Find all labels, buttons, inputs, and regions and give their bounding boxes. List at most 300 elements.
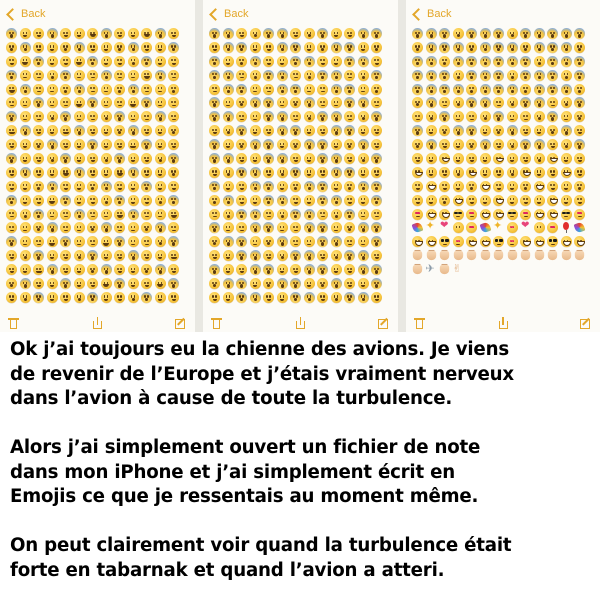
emoji-face-icon bbox=[317, 125, 328, 136]
emoji-face-icon bbox=[250, 181, 261, 192]
emoji-face-icon bbox=[277, 250, 288, 261]
emoji-face-icon bbox=[87, 167, 98, 178]
emoji-face-icon bbox=[277, 195, 288, 206]
emoji-face-icon bbox=[412, 42, 423, 53]
thumbs-up-icon bbox=[467, 251, 476, 260]
emoji-face-icon bbox=[358, 236, 369, 247]
emoji-face-icon bbox=[412, 84, 423, 95]
emoji-face-icon bbox=[74, 28, 85, 39]
emoji-face-icon bbox=[60, 153, 71, 164]
emoji-face-icon bbox=[60, 236, 71, 247]
emoji-face-icon bbox=[47, 195, 58, 206]
emoji-face-icon bbox=[277, 292, 288, 303]
emoji-face-icon bbox=[277, 84, 288, 95]
emoji-face-icon bbox=[223, 181, 234, 192]
emoji-face-icon bbox=[60, 278, 71, 289]
emoji-face-icon bbox=[439, 97, 450, 108]
emoji-face-icon bbox=[480, 181, 491, 192]
emoji-face-icon bbox=[547, 153, 558, 164]
emoji-face-icon bbox=[250, 28, 261, 39]
emoji-face-icon bbox=[277, 111, 288, 122]
emoji-face-icon bbox=[344, 70, 355, 81]
trash-icon[interactable] bbox=[414, 317, 426, 329]
emoji-face-icon bbox=[141, 153, 152, 164]
emoji-face-icon bbox=[534, 111, 545, 122]
emoji-face-icon bbox=[344, 278, 355, 289]
emoji-face-icon bbox=[290, 250, 301, 261]
emoji-face-icon bbox=[358, 278, 369, 289]
emoji-face-icon bbox=[223, 42, 234, 53]
emoji-face-icon bbox=[128, 250, 139, 261]
emoji-face-icon bbox=[60, 181, 71, 192]
emoji-face-icon bbox=[493, 195, 504, 206]
emoji-face-icon bbox=[561, 209, 572, 220]
emoji-face-icon bbox=[6, 278, 17, 289]
emoji-face-icon bbox=[155, 278, 166, 289]
emoji-face-icon bbox=[168, 250, 179, 261]
emoji-face-icon bbox=[33, 56, 44, 67]
emoji-face-icon bbox=[358, 139, 369, 150]
emoji-face-icon bbox=[304, 195, 315, 206]
emoji-face-icon bbox=[507, 195, 518, 206]
emoji-face-icon bbox=[520, 236, 531, 247]
emoji-face-icon bbox=[547, 125, 558, 136]
emoji-face-icon bbox=[141, 139, 152, 150]
emoji-face-icon bbox=[466, 70, 477, 81]
emoji-face-icon bbox=[250, 209, 261, 220]
emoji-face-icon bbox=[236, 84, 247, 95]
emoji-face-icon bbox=[236, 97, 247, 108]
emoji-face-icon bbox=[290, 236, 301, 247]
emoji-face-icon bbox=[371, 56, 382, 67]
emoji-face-icon bbox=[263, 56, 274, 67]
emoji-face-icon bbox=[277, 125, 288, 136]
emoji-face-icon bbox=[534, 97, 545, 108]
emoji-face-icon bbox=[439, 111, 450, 122]
emoji-face-icon bbox=[114, 222, 125, 233]
emoji-face-icon bbox=[101, 42, 112, 53]
emoji-face-icon bbox=[277, 97, 288, 108]
emoji-face-icon bbox=[426, 97, 437, 108]
emoji-face-icon bbox=[480, 236, 491, 247]
emoji-face-icon bbox=[304, 181, 315, 192]
emoji-face-icon bbox=[20, 292, 31, 303]
back-label: Back bbox=[21, 8, 46, 20]
emoji-face-icon bbox=[507, 125, 518, 136]
emoji-face-icon bbox=[426, 70, 437, 81]
emoji-face-icon bbox=[20, 111, 31, 122]
caption-line: Ok j’ai toujours eu la chienne des avions. Je viens bbox=[10, 339, 509, 360]
emoji-face-icon bbox=[114, 153, 125, 164]
emoji-face-icon bbox=[114, 42, 125, 53]
emoji-face-icon bbox=[33, 181, 44, 192]
compose-icon[interactable] bbox=[378, 317, 390, 329]
emoji-face-icon bbox=[426, 42, 437, 53]
emoji-face-icon bbox=[6, 84, 17, 95]
emoji-face-icon bbox=[250, 97, 261, 108]
emoji-face-icon bbox=[561, 181, 572, 192]
emoji-face-icon bbox=[87, 139, 98, 150]
emoji-face-icon bbox=[480, 195, 491, 206]
emoji-face-icon bbox=[209, 209, 220, 220]
emoji-face-icon bbox=[168, 209, 179, 220]
emoji-face-icon bbox=[358, 222, 369, 233]
notes-screenshot-3 bbox=[406, 0, 600, 332]
emoji-face-icon bbox=[6, 236, 17, 247]
emoji-face-icon bbox=[290, 28, 301, 39]
emoji-face-icon bbox=[466, 28, 477, 39]
emoji-face-icon bbox=[128, 278, 139, 289]
emoji-face-icon bbox=[60, 250, 71, 261]
emoji-face-icon bbox=[439, 195, 450, 206]
emoji-face-icon bbox=[6, 292, 17, 303]
emoji-face-icon bbox=[480, 42, 491, 53]
emoji-face-icon bbox=[20, 125, 31, 136]
back-button[interactable] bbox=[207, 6, 248, 22]
emoji-face-icon bbox=[534, 70, 545, 81]
emoji-face-icon bbox=[47, 139, 58, 150]
emoji-face-icon bbox=[20, 236, 31, 247]
emoji-face-icon bbox=[155, 250, 166, 261]
emoji-face-icon bbox=[371, 222, 382, 233]
chevron-left-icon bbox=[412, 8, 425, 21]
emoji-face-icon bbox=[466, 195, 477, 206]
emoji-face-icon bbox=[47, 250, 58, 261]
emoji-face-icon bbox=[20, 181, 31, 192]
emoji-face-icon bbox=[331, 84, 342, 95]
emoji-face-icon bbox=[33, 125, 44, 136]
emoji-face-icon bbox=[47, 42, 58, 53]
thumbs-up-icon bbox=[534, 251, 543, 260]
emoji-face-icon bbox=[574, 181, 585, 192]
emoji-face-icon bbox=[520, 209, 531, 220]
emoji-face-icon bbox=[47, 70, 58, 81]
emoji-face-icon bbox=[520, 84, 531, 95]
emoji-face-icon bbox=[304, 167, 315, 178]
back-button[interactable] bbox=[410, 6, 451, 22]
emoji-face-icon bbox=[344, 56, 355, 67]
emoji-face-icon bbox=[236, 125, 247, 136]
share-icon[interactable] bbox=[92, 317, 104, 329]
emoji-face-icon bbox=[263, 292, 274, 303]
emoji-face-icon bbox=[250, 139, 261, 150]
emoji-face-icon bbox=[155, 209, 166, 220]
emoji-face-icon bbox=[561, 153, 572, 164]
emoji-face-icon bbox=[317, 278, 328, 289]
emoji-face-icon bbox=[426, 195, 437, 206]
emoji-face-icon bbox=[20, 222, 31, 233]
notes-screenshot-2 bbox=[203, 0, 398, 332]
airplane-icon bbox=[426, 264, 437, 275]
emoji-face-icon bbox=[412, 125, 423, 136]
caption-paragraph-3 bbox=[10, 534, 598, 583]
emoji-face-icon bbox=[561, 139, 572, 150]
emoji-face-icon bbox=[561, 125, 572, 136]
emoji-face-icon bbox=[209, 125, 220, 136]
emoji-face-icon bbox=[358, 153, 369, 164]
emoji-face-icon bbox=[290, 111, 301, 122]
emoji-face-icon bbox=[574, 42, 585, 53]
emoji-face-icon bbox=[534, 153, 545, 164]
emoji-face-icon bbox=[250, 70, 261, 81]
emoji-face-icon bbox=[439, 70, 450, 81]
emoji-face-icon bbox=[561, 70, 572, 81]
emoji-face-icon bbox=[141, 236, 152, 247]
emoji-face-icon bbox=[331, 42, 342, 53]
emoji-face-icon bbox=[371, 153, 382, 164]
emoji-face-icon bbox=[128, 209, 139, 220]
emoji-face-icon bbox=[534, 236, 545, 247]
caption-paragraph-2 bbox=[10, 436, 598, 510]
emoji-face-icon bbox=[358, 111, 369, 122]
emoji-face-icon bbox=[87, 236, 98, 247]
emoji-face-icon bbox=[236, 70, 247, 81]
emoji-face-icon bbox=[168, 28, 179, 39]
emoji-face-icon bbox=[358, 264, 369, 275]
emoji-face-icon bbox=[141, 222, 152, 233]
emoji-face-icon bbox=[574, 167, 585, 178]
emoji-face-icon bbox=[155, 111, 166, 122]
emoji-face-icon bbox=[6, 125, 17, 136]
emoji-face-icon bbox=[317, 56, 328, 67]
emoji-face-icon bbox=[223, 236, 234, 247]
share-icon[interactable] bbox=[497, 317, 509, 329]
emoji-face-icon bbox=[426, 209, 437, 220]
emoji-face-icon bbox=[74, 167, 85, 178]
emoji-face-icon bbox=[223, 139, 234, 150]
emoji-face-icon bbox=[20, 209, 31, 220]
emoji-face-icon bbox=[87, 153, 98, 164]
emoji-face-icon bbox=[263, 209, 274, 220]
emoji-face-icon bbox=[60, 264, 71, 275]
emoji-face-icon bbox=[263, 70, 274, 81]
emoji-face-icon bbox=[317, 153, 328, 164]
emoji-face-icon bbox=[317, 292, 328, 303]
emoji-face-icon bbox=[344, 125, 355, 136]
emoji-face-icon bbox=[371, 292, 382, 303]
emoji-face-icon bbox=[20, 56, 31, 67]
emoji-face-icon bbox=[331, 125, 342, 136]
emoji-face-icon bbox=[236, 292, 247, 303]
emoji-face-icon bbox=[277, 56, 288, 67]
emoji-face-icon bbox=[507, 236, 518, 247]
emoji-face-icon bbox=[74, 70, 85, 81]
emoji-face-icon bbox=[155, 236, 166, 247]
emoji-face-icon bbox=[561, 42, 572, 53]
emoji-face-icon bbox=[223, 111, 234, 122]
emoji-face-icon bbox=[33, 250, 44, 261]
emoji-face-icon bbox=[412, 236, 423, 247]
emoji-face-icon bbox=[371, 28, 382, 39]
emoji-face-icon bbox=[371, 250, 382, 261]
emoji-face-icon bbox=[439, 42, 450, 53]
caption-line: Emojis ce que je ressentais au moment même. bbox=[10, 486, 479, 507]
emoji-face-icon bbox=[87, 84, 98, 95]
emoji-face-icon bbox=[304, 153, 315, 164]
emoji-face-icon bbox=[87, 222, 98, 233]
emoji-face-icon bbox=[426, 167, 437, 178]
emoji-face-icon bbox=[74, 56, 85, 67]
emoji-face-icon bbox=[277, 264, 288, 275]
emoji-face-icon bbox=[47, 222, 58, 233]
thumbs-up-icon bbox=[575, 251, 584, 260]
emoji-face-icon bbox=[250, 125, 261, 136]
notes-toolbar bbox=[0, 314, 195, 332]
emoji-face-icon bbox=[358, 84, 369, 95]
emoji-face-icon bbox=[47, 153, 58, 164]
emoji-face-icon bbox=[223, 70, 234, 81]
emoji-face-icon bbox=[236, 222, 247, 233]
emoji-face-icon bbox=[87, 97, 98, 108]
emoji-face-icon bbox=[141, 250, 152, 261]
emoji-face-icon bbox=[453, 84, 464, 95]
emoji-face-icon bbox=[520, 97, 531, 108]
emoji-face-icon bbox=[466, 236, 477, 247]
trash-icon[interactable] bbox=[8, 317, 20, 329]
emoji-face-icon bbox=[358, 181, 369, 192]
emoji-face-icon bbox=[114, 236, 125, 247]
emoji-face-icon bbox=[426, 236, 437, 247]
emoji-face-icon bbox=[223, 56, 234, 67]
emoji-face-icon bbox=[358, 292, 369, 303]
back-button[interactable] bbox=[4, 6, 45, 22]
emoji-face-icon bbox=[466, 125, 477, 136]
emoji-face-icon bbox=[101, 167, 112, 178]
emoji-face-icon bbox=[128, 264, 139, 275]
emoji-face-icon bbox=[317, 167, 328, 178]
emoji-face-icon bbox=[60, 84, 71, 95]
emoji-face-icon bbox=[20, 84, 31, 95]
emoji-face-icon bbox=[263, 181, 274, 192]
emoji-face-icon bbox=[60, 70, 71, 81]
emoji-face-icon bbox=[290, 264, 301, 275]
emoji-face-icon bbox=[277, 209, 288, 220]
emoji-face-icon bbox=[101, 209, 112, 220]
emoji-face-icon bbox=[236, 195, 247, 206]
emoji-face-icon bbox=[6, 42, 17, 53]
emoji-face-icon bbox=[47, 292, 58, 303]
trash-icon[interactable] bbox=[211, 317, 223, 329]
emoji-face-icon bbox=[87, 209, 98, 220]
emoji-face-icon bbox=[114, 139, 125, 150]
emoji-face-icon bbox=[331, 70, 342, 81]
emoji-face-icon bbox=[520, 153, 531, 164]
emoji-face-icon bbox=[304, 56, 315, 67]
emoji-face-icon bbox=[466, 56, 477, 67]
thumbs-up-icon bbox=[480, 251, 489, 260]
emoji-face-icon bbox=[20, 278, 31, 289]
emoji-face-icon bbox=[141, 278, 152, 289]
emoji-face-icon bbox=[439, 181, 450, 192]
emoji-face-icon bbox=[101, 278, 112, 289]
back-label: Back bbox=[427, 8, 452, 20]
emoji-face-icon bbox=[101, 181, 112, 192]
emoji-face-icon bbox=[304, 125, 315, 136]
emoji-face-icon bbox=[317, 264, 328, 275]
emoji-party-icon bbox=[574, 222, 586, 234]
emoji-face-icon bbox=[574, 84, 585, 95]
emoji-face-icon bbox=[141, 209, 152, 220]
emoji-face-icon bbox=[561, 111, 572, 122]
emoji-party-icon bbox=[479, 222, 491, 234]
emoji-face-icon bbox=[331, 139, 342, 150]
emoji-face-icon bbox=[466, 139, 477, 150]
compose-icon[interactable] bbox=[580, 317, 592, 329]
emoji-face-icon bbox=[371, 167, 382, 178]
emoji-face-icon bbox=[304, 139, 315, 150]
emoji-face-icon bbox=[60, 139, 71, 150]
emoji-face-icon bbox=[6, 111, 17, 122]
emoji-face-icon bbox=[466, 97, 477, 108]
emoji-face-icon bbox=[155, 222, 166, 233]
emoji-face-icon bbox=[331, 236, 342, 247]
emoji-face-icon bbox=[304, 97, 315, 108]
emoji-face-icon bbox=[439, 139, 450, 150]
emoji-face-icon bbox=[223, 292, 234, 303]
emoji-face-icon bbox=[507, 84, 518, 95]
emoji-face-icon bbox=[304, 250, 315, 261]
emoji-face-icon bbox=[371, 42, 382, 53]
emoji-face-icon bbox=[128, 153, 139, 164]
emoji-face-icon bbox=[101, 195, 112, 206]
emoji-face-icon bbox=[453, 125, 464, 136]
caption-line: dans l’avion à cause de toute la turbulence. bbox=[10, 388, 453, 409]
emoji-face-icon bbox=[466, 167, 477, 178]
emoji-face-icon bbox=[453, 195, 464, 206]
emoji-face-icon bbox=[47, 278, 58, 289]
compose-icon[interactable] bbox=[175, 317, 187, 329]
emoji-face-icon bbox=[534, 28, 545, 39]
emoji-face-icon bbox=[317, 250, 328, 261]
thumbs-up-icon bbox=[413, 251, 422, 260]
emoji-face-icon bbox=[493, 42, 504, 53]
emoji-face-icon bbox=[344, 264, 355, 275]
emoji-face-icon bbox=[209, 292, 220, 303]
thumbs-up-icon bbox=[561, 251, 570, 260]
emoji-face-icon bbox=[155, 153, 166, 164]
emoji-face-icon bbox=[209, 195, 220, 206]
emoji-face-icon bbox=[412, 70, 423, 81]
emoji-face-icon bbox=[371, 125, 382, 136]
emoji-face-icon bbox=[128, 56, 139, 67]
emoji-face-icon bbox=[480, 209, 491, 220]
emoji-face-icon bbox=[47, 97, 58, 108]
emoji-face-icon bbox=[426, 56, 437, 67]
emoji-face-icon bbox=[574, 153, 585, 164]
emoji-face-icon bbox=[141, 28, 152, 39]
emoji-face-icon bbox=[114, 278, 125, 289]
share-icon[interactable] bbox=[295, 317, 307, 329]
thumbs-up-icon bbox=[453, 251, 462, 260]
emoji-face-icon bbox=[6, 222, 17, 233]
emoji-face-icon bbox=[101, 56, 112, 67]
emoji-face-icon bbox=[304, 84, 315, 95]
emoji-face-icon bbox=[87, 181, 98, 192]
emoji-face-icon bbox=[74, 236, 85, 247]
emoji-face-icon bbox=[453, 236, 464, 247]
emoji-face-icon bbox=[60, 222, 71, 233]
emoji-face-icon bbox=[168, 292, 179, 303]
emoji-note-content bbox=[6, 28, 189, 306]
emoji-face-icon bbox=[304, 278, 315, 289]
emoji-face-icon bbox=[87, 56, 98, 67]
emoji-face-icon bbox=[33, 153, 44, 164]
thumbs-up-icon bbox=[494, 251, 503, 260]
emoji-face-icon bbox=[209, 264, 220, 275]
emoji-face-icon bbox=[47, 111, 58, 122]
emoji-face-icon bbox=[277, 236, 288, 247]
emoji-face-icon bbox=[480, 153, 491, 164]
